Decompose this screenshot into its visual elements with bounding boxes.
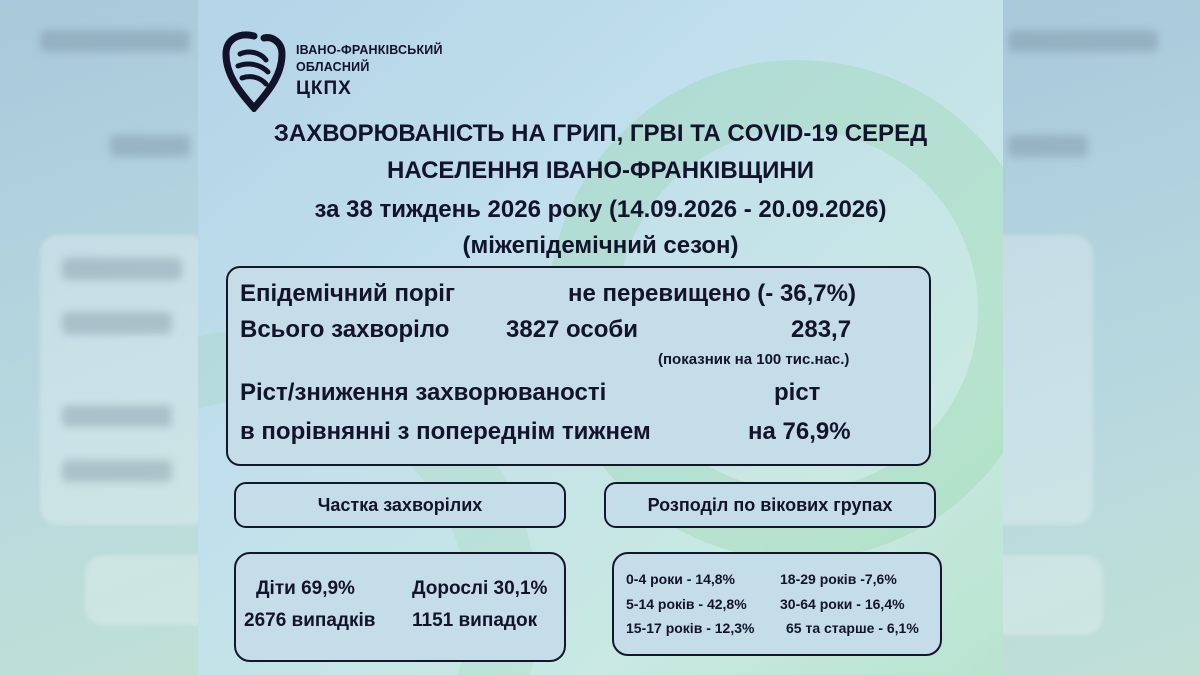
total-label: Всього захворіло xyxy=(240,316,450,343)
age-group: 5-14 років - 42,8% xyxy=(626,596,747,612)
age-header: Розподіл по вікових групах xyxy=(604,482,936,528)
age-box xyxy=(612,552,942,656)
age-group: 65 та старше - 6,1% xyxy=(786,620,919,636)
blurred-text xyxy=(40,30,190,52)
share-header: Частка захворілих xyxy=(234,482,566,528)
organization-logo-icon xyxy=(220,30,288,112)
blurred-text xyxy=(1008,135,1088,157)
rate-value: 283,7 xyxy=(791,316,852,343)
threshold-value: не перевищено (- 36,7%) xyxy=(568,280,856,307)
org-line-2: ОБЛАСНИЙ xyxy=(296,60,370,74)
title-season: (міжепідемічний сезон) xyxy=(462,232,739,259)
org-line-3: ЦКПХ xyxy=(296,78,352,99)
children-pct: Діти 69,9% xyxy=(256,578,355,599)
summary-box xyxy=(226,266,931,466)
age-group: 0-4 роки - 14,8% xyxy=(626,571,735,587)
title-line-1: ЗАХВОРЮВАНІСТЬ НА ГРИП, ГРВІ ТА COVID-19 СЕРЕД xyxy=(273,120,928,147)
trend-value-1: ріст xyxy=(774,379,821,406)
blurred-text xyxy=(62,258,182,280)
blurred-panel xyxy=(85,555,198,625)
rate-note: (показник на 100 тис.нас.) xyxy=(658,351,850,368)
blurred-panel xyxy=(1003,555,1103,635)
blurred-text xyxy=(1008,30,1158,52)
blurred-text xyxy=(62,405,172,427)
trend-label-1: Ріст/зниження захворюваності xyxy=(240,379,607,406)
org-line-1: ІВАНО-ФРАНКІВСЬКИЙ xyxy=(296,43,443,57)
blurred-panel xyxy=(1003,235,1093,525)
blurred-text xyxy=(62,460,172,482)
organization-name xyxy=(296,42,443,102)
adults-pct: Дорослі 30,1% xyxy=(412,578,548,599)
blurred-text xyxy=(110,135,190,157)
trend-label-2: в порівнянні з попереднім тижнем xyxy=(240,418,651,445)
adults-cases: 1151 випадок xyxy=(412,610,538,631)
background-blur-left xyxy=(0,0,198,675)
trend-value-2: на 76,9% xyxy=(748,418,851,445)
age-group: 30-64 роки - 16,4% xyxy=(780,596,905,612)
background-blur-right xyxy=(1003,0,1200,675)
share-box xyxy=(234,552,566,662)
age-group: 15-17 років - 12,3% xyxy=(626,620,755,636)
total-count: 3827 особи xyxy=(506,316,638,343)
threshold-label: Епідемічний поріг xyxy=(240,280,455,307)
children-cases: 2676 випадків xyxy=(244,610,376,631)
title-line-2: НАСЕЛЕННЯ ІВАНО-ФРАНКІВЩИНИ xyxy=(387,157,814,184)
age-group: 18-29 років -7,6% xyxy=(780,571,897,587)
title-period: за 38 тиждень 2026 року (14.09.2026 - 20.09.2026) xyxy=(314,196,887,223)
infographic-card xyxy=(198,0,1003,675)
blurred-text xyxy=(62,312,172,334)
